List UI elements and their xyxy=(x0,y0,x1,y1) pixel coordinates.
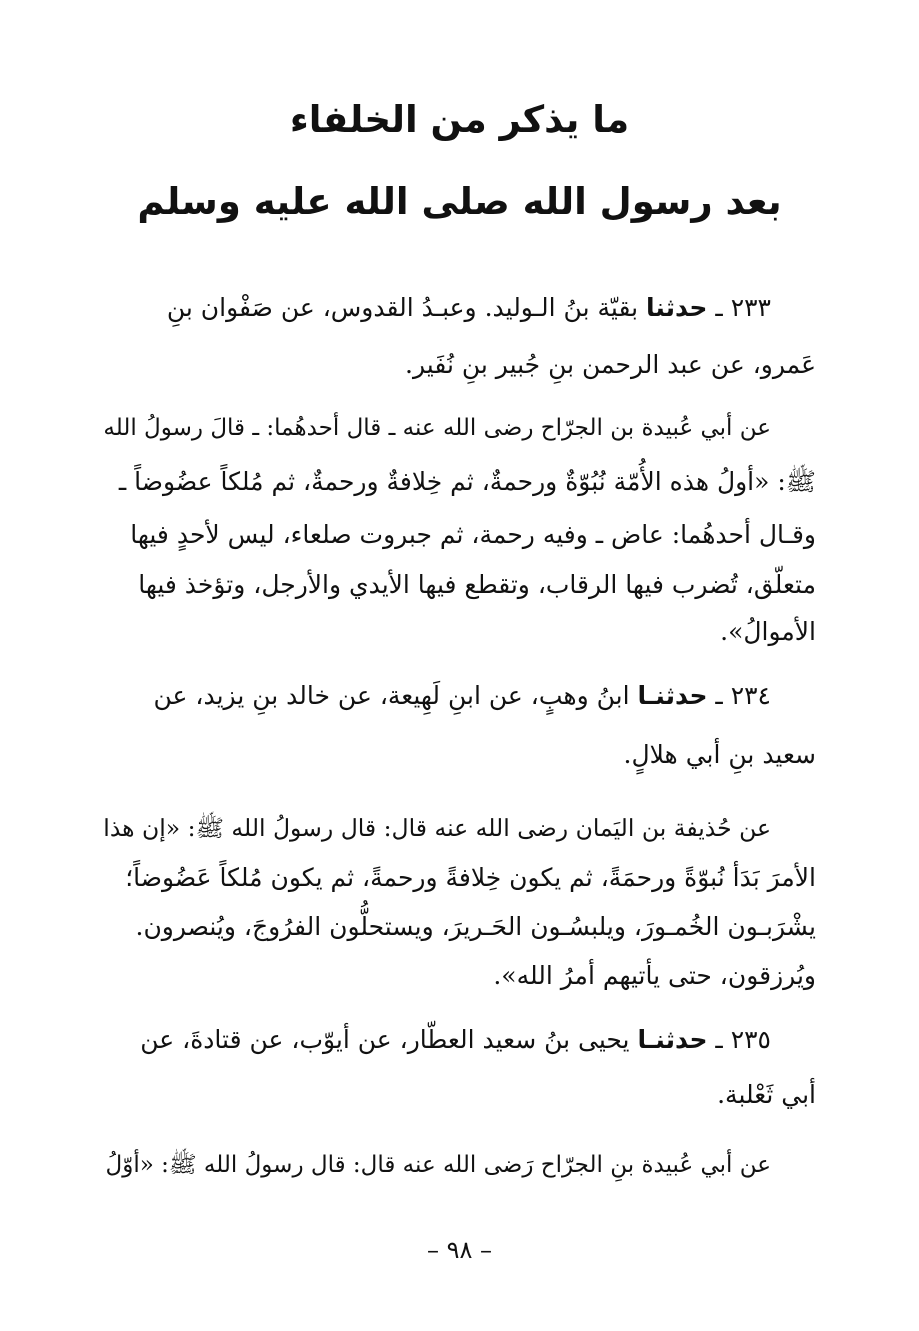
hadith-233-matn-line4: متعلّق، تُضرب فيها الرقاب، وتقطع فيها الأيدي والأرجل، وتؤخذ فيها xyxy=(138,570,816,599)
hadith-233-isnad-line2: عَمرو، عن عبد الرحمن بنِ جُبير بنِ نُفَير. xyxy=(405,350,816,379)
hadith-235-keyword: حدثنـا xyxy=(637,1025,708,1054)
hadith-234-matn-line2: الأمرَ بَدَأ نُبوّةً ورحمَةً، ثم يكون خِلافةً ورحمةً، ثم يكون مُلكاً عَضُوضاً؛ xyxy=(125,863,816,892)
hadith-234-keyword: حدثنـا xyxy=(637,681,708,710)
hadith-233-isnad-text1: بقيّة بنُ الـوليد. وعبـدُ القدوس، عن صَفْوان بنِ xyxy=(166,293,639,322)
hadith-234-matn-line4: ويُرزقون، حتى يأتيهم أمرُ الله». xyxy=(493,961,816,990)
hadith-235-number: ٢٣٥ ـ xyxy=(715,1025,771,1054)
hadith-233-matn-line5: الأموالُ». xyxy=(720,617,816,646)
hadith-234-number: ٢٣٤ ـ xyxy=(715,681,771,710)
hadith-233-matn-line3: وقـال أحدهُما: عاض ـ وفيه رحمة، ثم جبروت صلعاء، ليس لأحدٍ فيها xyxy=(130,520,816,549)
chapter-title-line1: ما يذكر من الخلفاء xyxy=(289,98,630,141)
hadith-234-isnad-line1 xyxy=(154,676,772,716)
hadith-234-isnad-line2: سعيد بنِ أبي هلالٍ. xyxy=(623,740,816,769)
hadith-233-matn-line2: ﷺ: «أولُ هذه الأُمّة نُبُوّةٌ ورحمةٌ، ثم خِلافةٌ ورحمةٌ، ثم مُلكاً عضُوضاً ـ xyxy=(118,467,816,496)
hadith-233-matn-line1: عن أبي عُبيدة بن الجرّاح رضى الله عنه ـ قال أحدهُما: ـ قالَ رسولُ الله xyxy=(103,415,771,441)
hadith-235-isnad-text1: يحيى بنُ سعيد العطّار، عن أيوّب، عن قتادةَ، عن xyxy=(140,1025,630,1054)
hadith-235-isnad-line1 xyxy=(140,1020,771,1060)
hadith-233-isnad-line1 xyxy=(167,288,771,328)
hadith-234-matn-line3: يشْرَبـون الخُمـورَ، ويلبسُـون الحَـريرَ، ويستحلُّون الفرُوجَ، ويُنصرون. xyxy=(135,912,816,941)
hadith-233-number: ٢٣٣ ـ xyxy=(715,293,771,322)
chapter-title-line2: بعد رسول الله صلى الله عليه وسلم xyxy=(137,180,782,223)
hadith-233-keyword: حدثنا xyxy=(646,293,708,322)
hadith-235-isnad-line2: أبي ثَعْلبة. xyxy=(717,1080,816,1109)
page-number: – ٩٨ – xyxy=(426,1236,493,1264)
hadith-234-matn-line1: عن حُذيفة بن اليَمان رضى الله عنه قال: قال رسولُ الله ﷺ: «إن هذا xyxy=(103,814,771,842)
hadith-235-matn-line1: عن أبي عُبيدة بنِ الجرّاح رَضى الله عنه قال: قال رسولُ الله ﷺ: «أوّلُ xyxy=(105,1152,771,1178)
hadith-234-isnad-text1: ابنُ وهبٍ، عن ابنِ لَهِيعة، عن خالد بنِ يزيد، عن xyxy=(153,681,630,710)
